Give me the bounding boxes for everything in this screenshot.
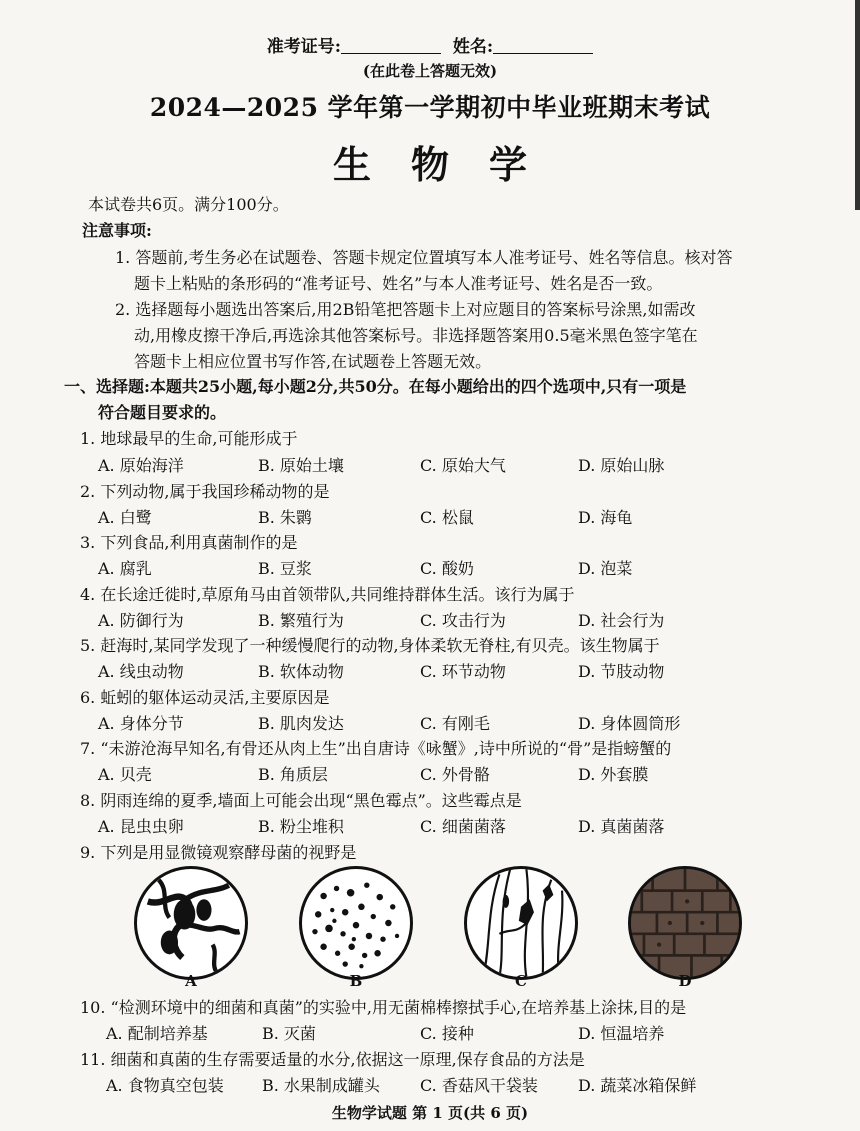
- question-7-stem: 7. “未游沧海早知名,有骨还从肉上生”出自唐诗《咏蟹》,诗中所说的“骨”是指螃蟹的: [80, 739, 672, 758]
- question-6-option-a: A. 身体分节: [98, 714, 184, 733]
- question-10-option-d: D. 恒温培养: [578, 1024, 665, 1043]
- question-7-option-c: C. 外骨骼: [420, 765, 490, 784]
- id-blank: [341, 37, 441, 54]
- question-11-option-c: C. 香菇风干袋装: [420, 1076, 538, 1095]
- microscope-field-d: [628, 866, 742, 980]
- question-11-option-b: B. 水果制成罐头: [262, 1076, 380, 1095]
- question-1-stem: 1. 地球最早的生命,可能形成于: [80, 429, 298, 448]
- question-10-option-c: C. 接种: [420, 1024, 474, 1043]
- question-6-option-b: B. 肌肉发达: [258, 714, 344, 733]
- question-8-option-a: A. 昆虫虫卵: [98, 817, 184, 836]
- question-8-option-d: D. 真菌菌落: [578, 817, 665, 836]
- field-label-a: A: [185, 972, 197, 990]
- section-heading-line-1: 一、选择题:本题共25小题,每小题2分,共50分。在每小题给出的四个选项中,只有一项是: [64, 377, 687, 396]
- question-7-option-b: B. 角质层: [258, 765, 328, 784]
- question-3-option-a: A. 腐乳: [98, 559, 152, 578]
- question-7-option-a: A. 贝壳: [98, 765, 152, 784]
- question-11-stem: 11. 细菌和真菌的生存需要适量的水分,依据这一原理,保存食品的方法是: [80, 1050, 585, 1069]
- question-3-stem: 3. 下列食品,利用真菌制作的是: [80, 533, 298, 552]
- field-d-drawing: [631, 869, 739, 977]
- question-1-option-b: B. 原始土壤: [258, 456, 344, 475]
- question-10-option-a: A. 配制培养基: [106, 1024, 208, 1043]
- field-label-d: D: [678, 972, 692, 990]
- name-label: 姓名:: [452, 37, 494, 57]
- id-label: 准考证号:: [266, 37, 342, 57]
- field-label-b: B: [349, 972, 363, 990]
- question-5-option-d: D. 节肢动物: [578, 662, 665, 681]
- field-b-drawing: [302, 869, 410, 977]
- microscope-field-c: [464, 866, 578, 980]
- section-heading-line-2: 符合题目要求的。: [98, 403, 227, 422]
- field-label-c: C: [515, 972, 527, 990]
- question-6-stem: 6. 蚯蚓的躯体运动灵活,主要原因是: [80, 688, 330, 707]
- question-5-option-a: A. 线虫动物: [98, 662, 184, 681]
- question-5-option-c: C. 环节动物: [420, 662, 506, 681]
- microscope-field-b: [299, 866, 413, 980]
- notice-item-2-line-2: 动,用橡皮擦干净后,再选涂其他答案标号。非选择题答案用0.5毫米黑色签字笔在: [134, 326, 698, 345]
- page-footer: 生物学试题 第 1 页(共 6 页): [331, 1104, 529, 1122]
- field-c-drawing: [467, 869, 575, 977]
- question-1-option-d: D. 原始山脉: [578, 456, 665, 475]
- question-8-option-c: C. 细菌菌落: [420, 817, 506, 836]
- question-2-stem: 2. 下列动物,属于我国珍稀动物的是: [80, 482, 330, 501]
- question-3-option-c: C. 酸奶: [420, 559, 474, 578]
- question-10-option-b: B. 灭菌: [262, 1024, 316, 1043]
- question-1-option-c: C. 原始大气: [420, 456, 506, 475]
- question-11-option-d: D. 蔬菜冰箱保鲜: [578, 1076, 697, 1095]
- notice-item-1-line-1: 1. 答题前,考生务必在试题卷、答题卡规定位置填写本人准考证号、姓名等信息。核对答: [115, 248, 733, 267]
- subject-title: 生物学: [332, 142, 567, 187]
- name-blank: [493, 37, 593, 54]
- question-4-option-a: A. 防御行为: [98, 611, 184, 630]
- question-4-option-c: C. 攻击行为: [420, 611, 506, 630]
- question-2-option-d: D. 海龟: [578, 508, 633, 527]
- question-1-option-a: A. 原始海洋: [98, 456, 184, 475]
- question-2-option-a: A. 白鹭: [98, 508, 152, 527]
- question-4-stem: 4. 在长途迁徙时,草原角马由首领带队,共同维持群体生活。该行为属于: [80, 585, 575, 604]
- field-a-drawing: [137, 869, 245, 977]
- invalid-answer-note: (在此卷上答题无效): [362, 62, 498, 80]
- question-6-option-c: C. 有刚毛: [420, 714, 490, 733]
- question-5-option-b: B. 软体动物: [258, 662, 344, 681]
- question-11-option-a: A. 食物真空包装: [106, 1076, 224, 1095]
- question-9-stem: 9. 下列是用显微镜观察酵母菌的视野是: [80, 843, 357, 862]
- question-2-option-c: C. 松鼠: [420, 508, 474, 527]
- question-3-option-d: D. 泡菜: [578, 559, 633, 578]
- notice-item-2-line-1: 2. 选择题每小题选出答案后,用2B铅笔把答题卡上对应题目的答案标号涂黑,如需改: [115, 300, 696, 319]
- question-5-stem: 5. 赶海时,某同学发现了一种缓慢爬行的动物,身体柔软无脊柱,有贝壳。该生物属于: [80, 636, 660, 655]
- notice-heading: 注意事项:: [82, 221, 152, 240]
- question-4-option-b: B. 繁殖行为: [258, 611, 344, 630]
- question-2-option-b: B. 朱鹮: [258, 508, 312, 527]
- candidate-info-line: [0, 32, 860, 57]
- notice-item-1-line-2: 题卡上粘贴的条形码的“准考证号、姓名”与本人准考证号、姓名是否一致。: [134, 274, 663, 293]
- exam-title: 2024—2025 学年第一学期初中毕业班期末考试: [149, 93, 711, 122]
- question-8-stem: 8. 阴雨连绵的夏季,墙面上可能会出现“黑色霉点”。这些霉点是: [80, 791, 522, 810]
- question-6-option-d: D. 身体圆筒形: [578, 714, 681, 733]
- microscope-field-a: [134, 866, 248, 980]
- intro-text: 本试卷共6页。满分100分。: [88, 195, 289, 214]
- question-10-stem: 10. “检测环境中的细菌和真菌”的实验中,用无菌棉棒擦拭手心,在培养基上涂抹,目的是: [80, 998, 687, 1017]
- question-4-option-d: D. 社会行为: [578, 611, 665, 630]
- question-3-option-b: B. 豆浆: [258, 559, 312, 578]
- notice-item-2-line-3: 答题卡上相应位置书写作答,在试题卷上答题无效。: [134, 352, 492, 371]
- question-8-option-b: B. 粉尘堆积: [258, 817, 344, 836]
- question-7-option-d: D. 外套膜: [578, 765, 649, 784]
